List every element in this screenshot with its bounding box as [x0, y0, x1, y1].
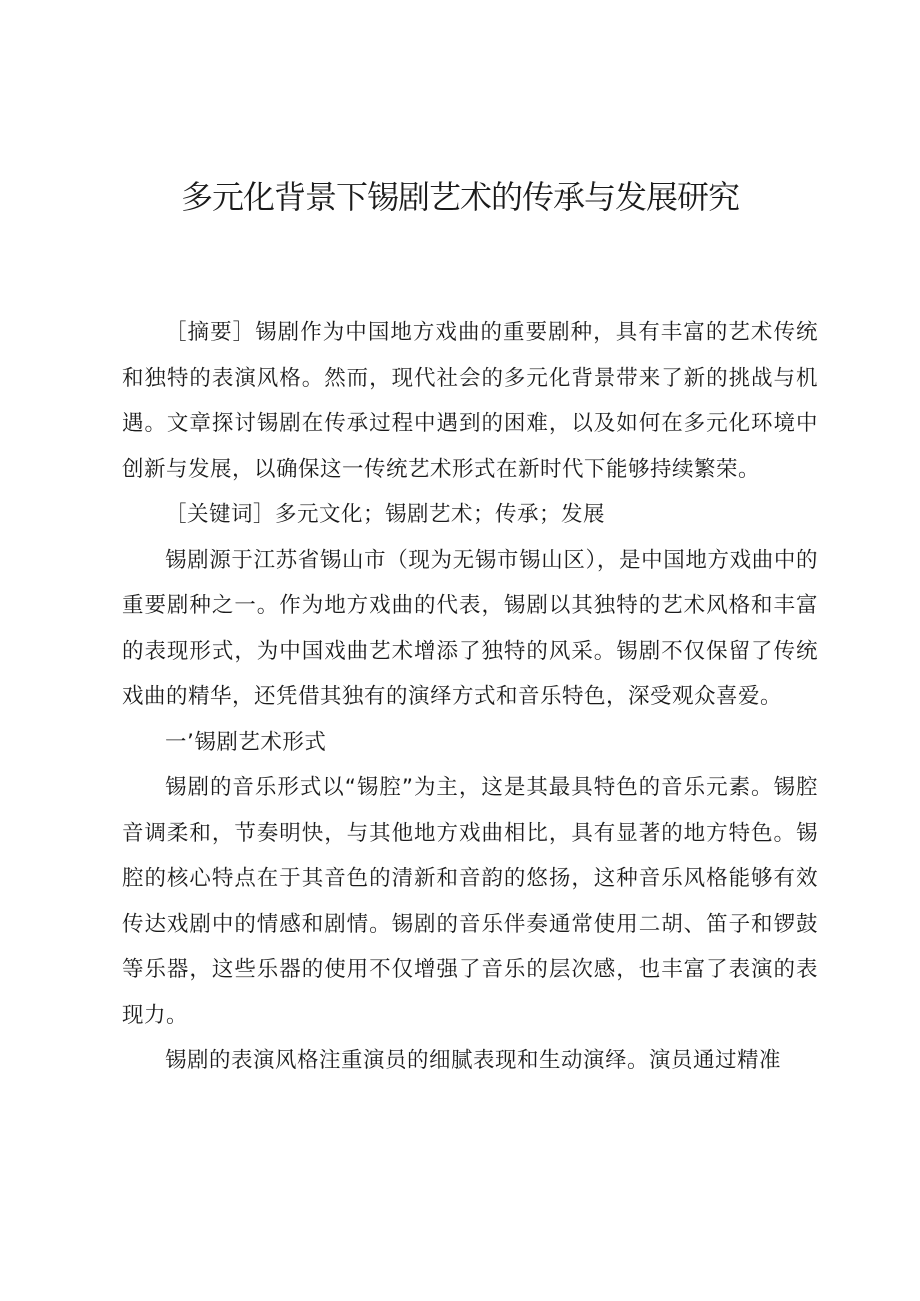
keywords-paragraph: ［关键词］多元文化；锡剧艺术；传承；发展	[165, 502, 606, 527]
music-paragraph: 锡剧的音乐形式以“锡腔”为主，这是其最具特色的音乐元素。锡腔音调柔和，节奏明快，与其他地方戏曲相比，具有显著的地方特色。锡腔的核心特点在于其音色的清新和音韵的悠扬，这种音乐风格能够有效传达戏剧中的情感和剧情。锡剧的音乐伴奏通常使用二胡、笛子和锣鼓等乐器，这些乐器的使用不仅增强了音乐的层次感，也丰富了表演的表现力。	[122, 775, 818, 1028]
document-body	[122, 310, 818, 1084]
performance-paragraph: 锡剧的表演风格注重演员的细腻表现和生动演绎。演员通过精准	[165, 1048, 782, 1073]
abstract-paragraph: ［摘要］锡剧作为中国地方戏曲的重要剧种，具有丰富的艺术传统和独特的表演风格。然而，现代社会的多元化背景带来了新的挑战与机遇。文章探讨锡剧在传承过程中遇到的困难，以及如何在多元化环境中创新与发展，以确保这一传统艺术形式在新时代下能够持续繁荣。	[122, 320, 818, 482]
intro-paragraph: 锡剧源于江苏省锡山市（现为无锡市锡山区），是中国地方戏曲中的重要剧种之一。作为地方戏曲的代表，锡剧以其独特的艺术风格和丰富的表现形式，为中国戏曲艺术增添了独特的风采。锡剧不仅保留了传统戏曲的精华，还凭借其独有的演绎方式和音乐特色，深受观众喜爱。	[122, 547, 818, 709]
section-heading: 一’锡剧艺术形式	[165, 729, 327, 755]
document-title: 多元化背景下锡剧艺术的传承与发展研究	[180, 178, 739, 216]
